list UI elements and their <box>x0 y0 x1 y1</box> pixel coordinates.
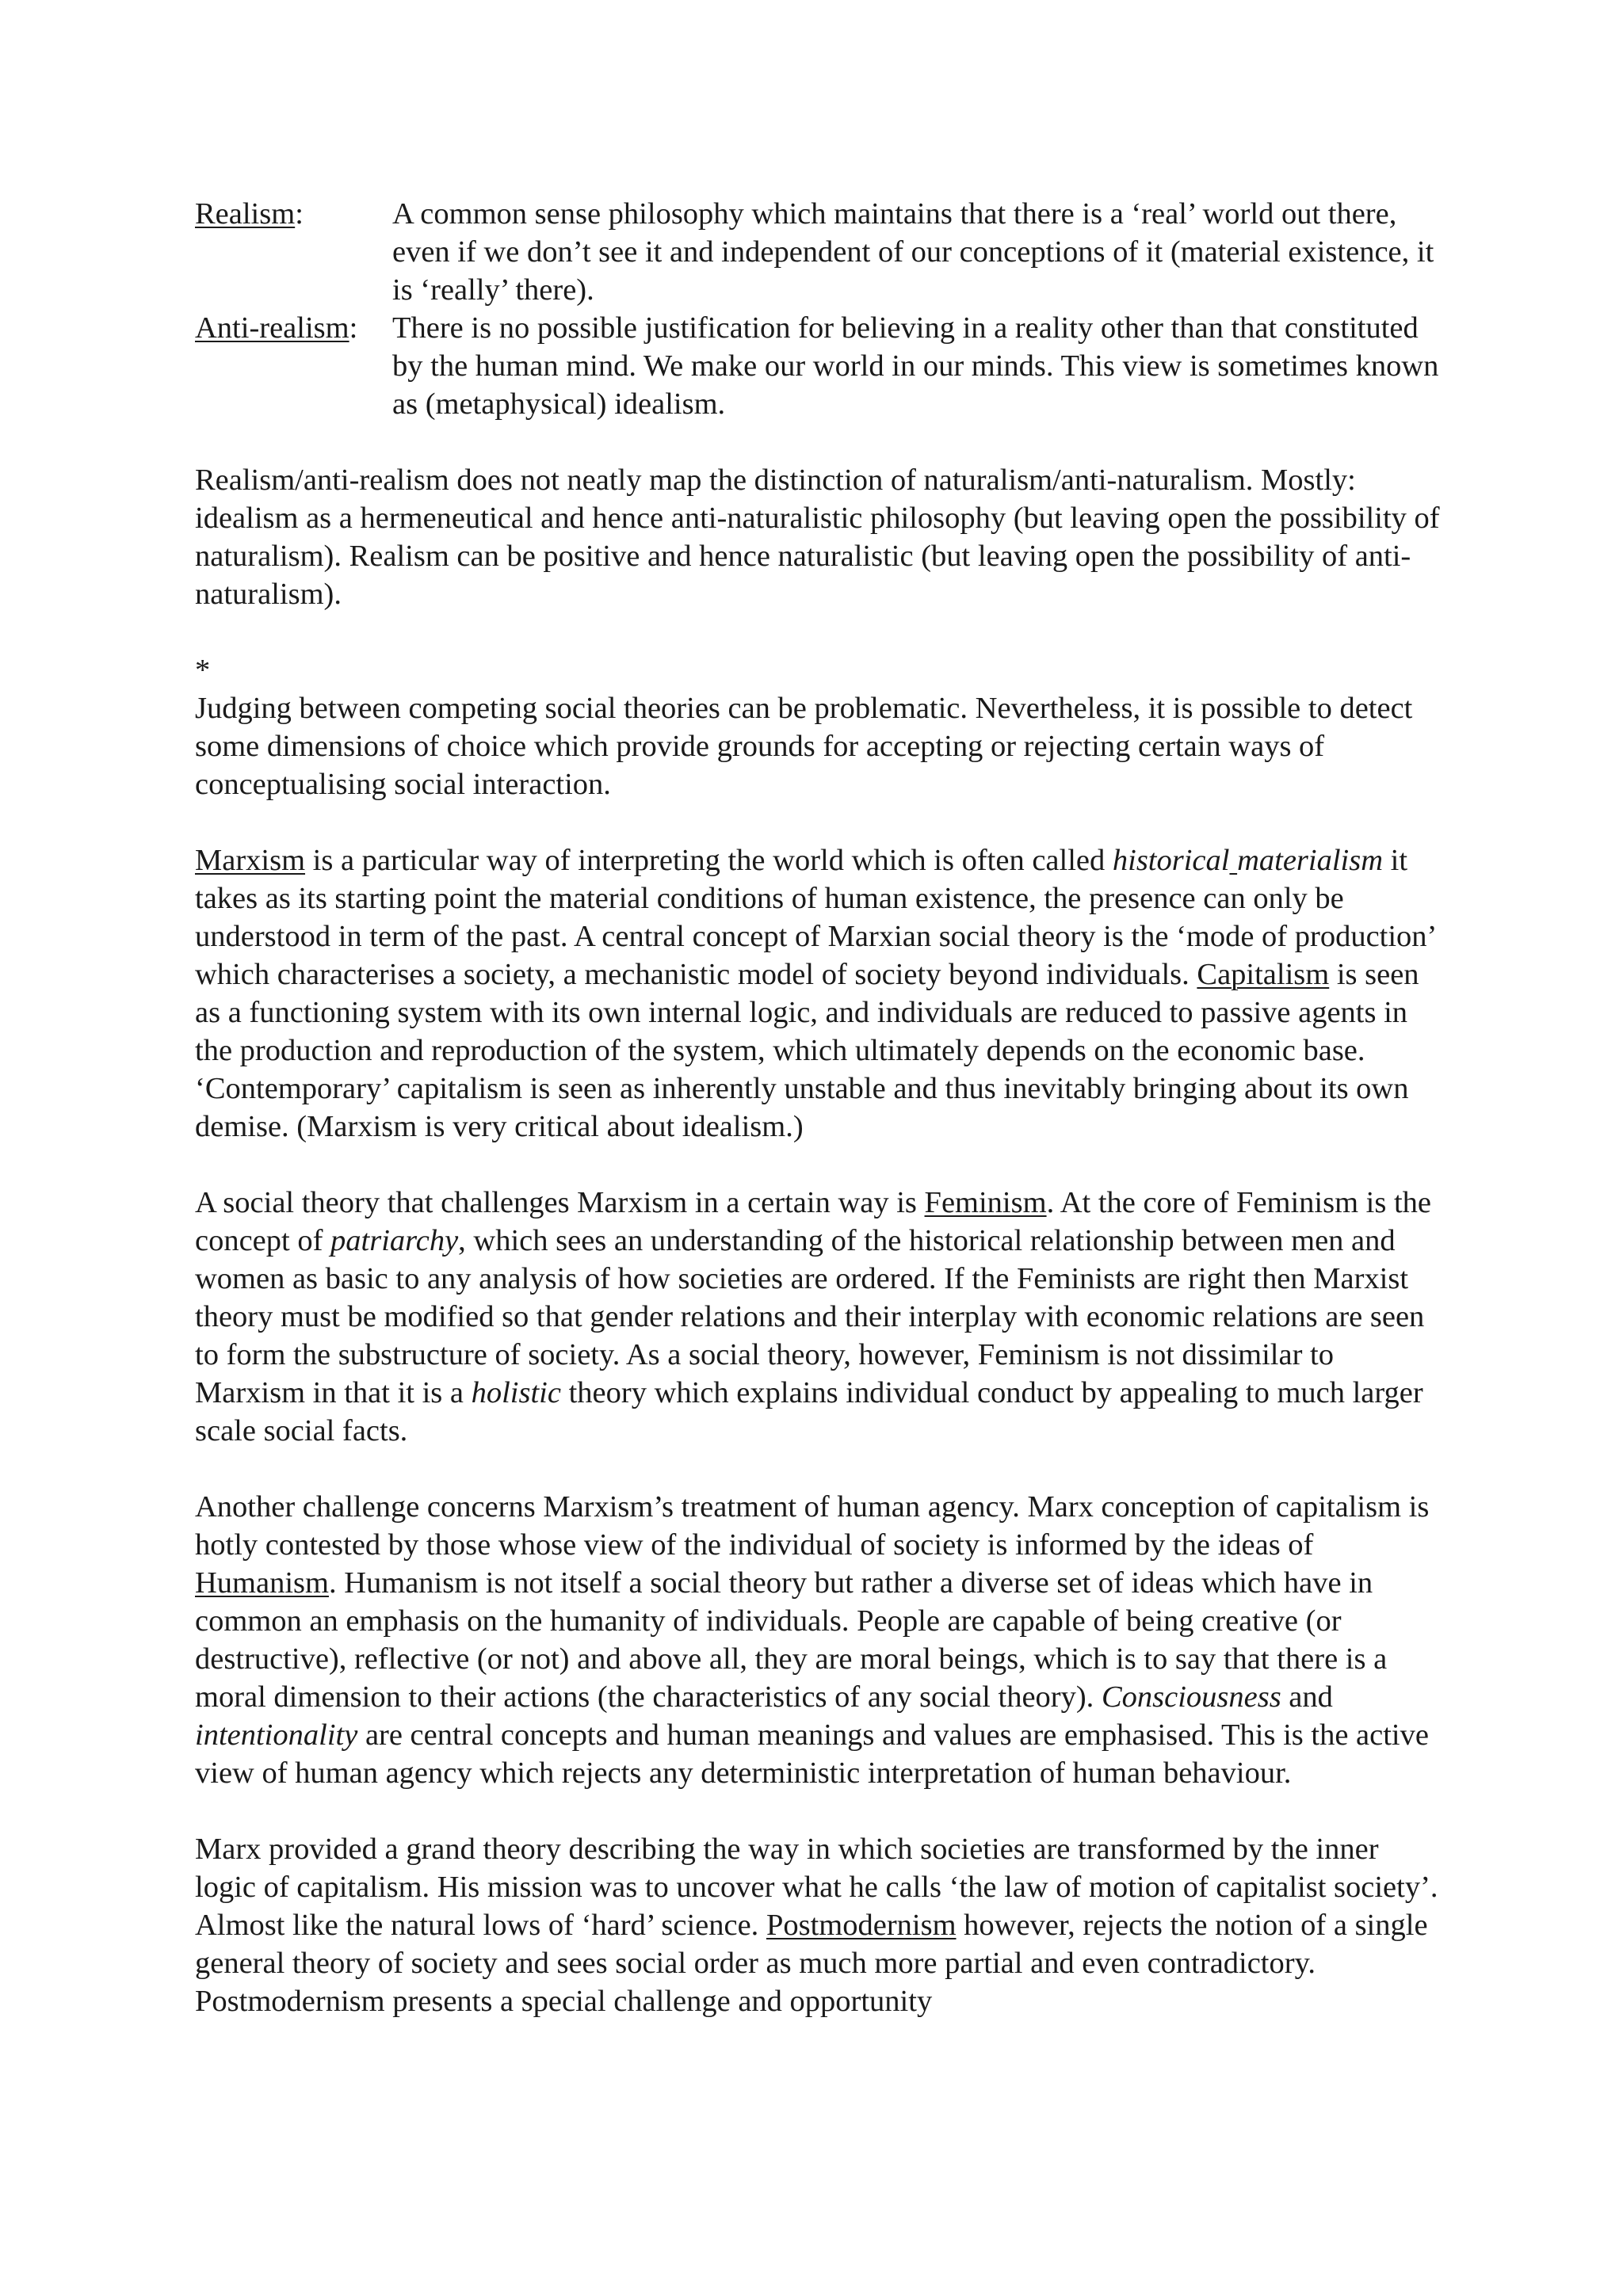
term-marxism: Marxism <box>195 844 306 877</box>
section-separator-asterisk: * <box>195 654 211 687</box>
term-holistic: holistic <box>471 1376 561 1409</box>
term-intentionality: intentionality <box>195 1718 358 1752</box>
text-span: is a particular way of interpreting the world which is often called <box>305 844 1113 877</box>
text-span: . At the core of Feminism is the concept of <box>195 1186 1432 1257</box>
text-span: however, rejects the notion of a single general theory of society and sees social order as much more partial and even contradictory. Postmodernism presents a special challenge and opportunity <box>195 1909 1428 2018</box>
text-span: theory which explains individual conduct by appealing to much larger scale social facts. <box>195 1376 1423 1447</box>
term-postmodernism: Postmodernism <box>766 1909 957 1942</box>
definition-text: A common sense philosophy which maintains that there is a ‘real’ world out there, even if we don’t see it and independent of our conceptions of it (material existence, it is ‘really’ there). <box>392 197 1434 307</box>
term-colon: : <box>349 311 358 345</box>
term-label: Realism <box>195 197 296 231</box>
definition-term <box>195 309 392 423</box>
text-span: A social theory that challenges Marxism in a certain way is <box>195 1186 925 1219</box>
term-label: Anti-realism <box>195 311 349 345</box>
text-span: Marx provided a grand theory describing the way in which societies are transformed by the inner logic of capitalism. His mission was to uncover what he calls ‘the law of motion of capitalist society’. Almost like the natural lows of ‘hard’ science. <box>195 1833 1438 1942</box>
text-span: and <box>1281 1680 1333 1714</box>
paragraph-postmodernism <box>195 1830 1447 2020</box>
definition-anti-realism <box>195 309 1447 423</box>
term-feminism: Feminism <box>924 1186 1047 1219</box>
text-span: it takes as its starting point the material conditions of human existence, the presence can only be understood in term of the past. A central concept of Marxian social theory is the ‘mode of production’ which characterises a society, a mechanistic model of society beyond individuals. <box>195 844 1435 991</box>
term-humanism: Humanism <box>195 1566 329 1600</box>
text-span: . Humanism is not itself a social theory but rather a diverse set of ideas which have in common an emphasis on the humanity of individuals. People are capable of being creative (or destructive), reflective (or not) and above all, they are moral beings, which is to say that there is a moral dimension to their actions (the characteristics of any social theory). <box>195 1566 1388 1714</box>
term-capitalism: Capitalism <box>1197 958 1330 991</box>
paragraph-realism-mapping: Realism/anti-realism does not neatly map the distinction of naturalism/anti-naturalism. Mostly: idealism as a hermeneutical and hence anti-naturalistic philosophy (but leaving open the possibility of naturalism). Realism can be positive and hence naturalistic (but leaving open the possibility of anti-naturalism). <box>195 463 1440 611</box>
term-consciousness: Consciousness <box>1101 1680 1281 1714</box>
paragraph-feminism <box>195 1184 1447 1450</box>
definition-term <box>195 195 392 309</box>
text-span: is seen as a functioning system with its own internal logic, and individuals are reduced to passive agents in the production and reproduction of the system, which ultimately depends on the economic base. ‘Contemporary’ capitalism is seen as inherently unstable and thus inevitably bringing about its own demise. (Marxism is very critical about idealism.) <box>195 958 1419 1143</box>
term-patriarchy: patriarchy <box>330 1224 459 1257</box>
term-colon: : <box>295 197 304 231</box>
definition-text: There is no possible justification for believing in a reality other than that constituted by the human mind. We make our world in our minds. This view is sometimes known as (metaphysical) idealism. <box>392 311 1439 421</box>
text-span: are central concepts and human meanings and values are emphasised. This is the active view of human agency which rejects any deterministic interpretation of human behaviour. <box>195 1718 1429 1790</box>
text-span: , which sees an understanding of the historical relationship between men and women as basic to any analysis of how societies are ordered. If the Feminists are right then Marxist theory must be modified so that gender relations and their interplay with economic relations are seen to form the substructure of society. As a social theory, however, Feminism is not dissimilar to Marxism in that it is a <box>195 1224 1425 1409</box>
definition-realism <box>195 195 1447 309</box>
paragraph-judging-theories: Judging between competing social theories can be problematic. Nevertheless, it is possible to detect some dimensions of choice which provide grounds for accepting or rejecting certain ways of conceptualising social interaction. <box>195 692 1413 801</box>
text-span: Another challenge concerns Marxism’s treatment of human agency. Marx conception of capitalism is hotly contested by those whose view of the individual of society is informed by the ideas of <box>195 1490 1430 1562</box>
paragraph-humanism <box>195 1488 1447 1792</box>
underlined-space <box>1229 844 1237 877</box>
document-page <box>195 195 1447 2020</box>
paragraph-marxism <box>195 841 1447 1146</box>
term-materialism: materialism <box>1237 844 1384 877</box>
term-historical: historical <box>1112 844 1230 877</box>
